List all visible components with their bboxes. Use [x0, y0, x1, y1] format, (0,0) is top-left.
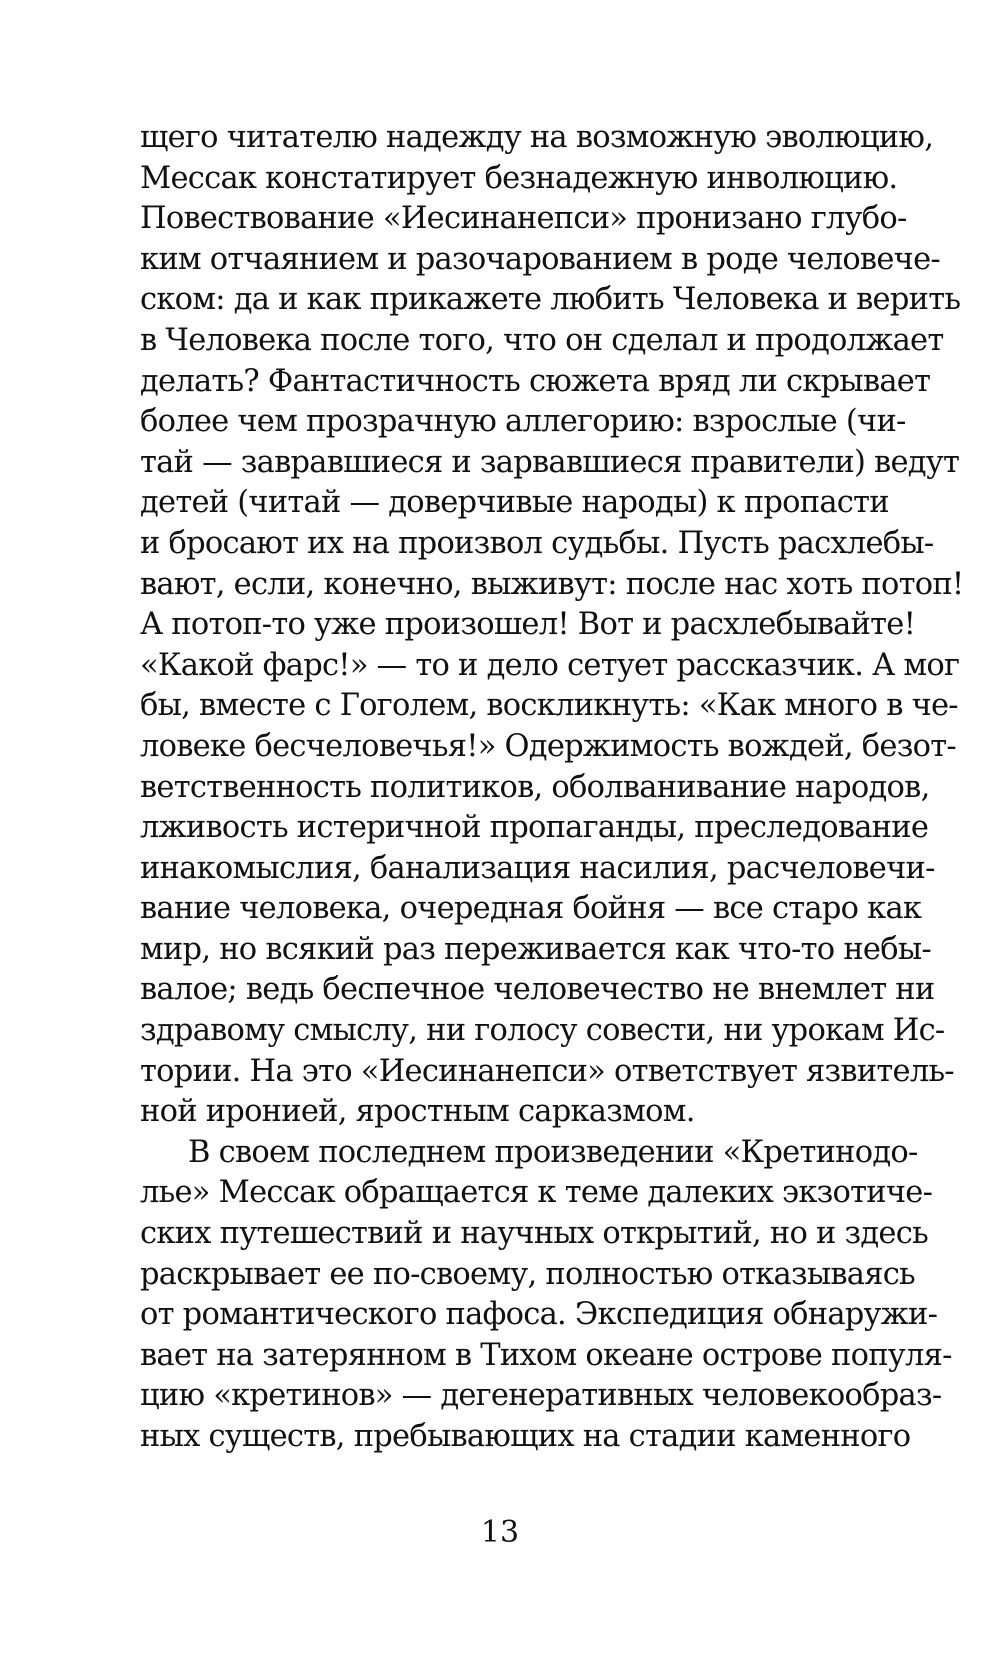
text-line: Мессак констатирует безнадежную инволюцию.	[140, 160, 898, 196]
text-line: лживость истеричной пропаганды, преследование	[140, 810, 929, 846]
text-line: «Какой фарс!» — то и дело сетует рассказчик. А мог	[140, 647, 960, 683]
text-line: лье» Мессак обращается к теме далеких экзотиче-	[140, 1175, 933, 1211]
paragraph-start-line: В своем последнем произведении «Кретинодо-	[188, 1134, 918, 1170]
text-line: раскрывает ее по-своему, полностью отказываясь	[140, 1256, 915, 1292]
page-number: 13	[480, 1515, 520, 1550]
text-line: ных существ, пребывающих на стадии каменного	[140, 1419, 911, 1454]
text-line: детей (читай — доверчивые народы) к пропасти	[140, 485, 889, 521]
text-line: вают, если, конечно, выживут: после нас хоть потоп!	[140, 566, 964, 602]
paragraph-end-line: ной иронией, яростным сарказмом.	[140, 1094, 695, 1130]
text-line: Повествование «Иесинанепси» пронизано глубо-	[140, 201, 907, 237]
text-line: делать? Фантастичность сюжета вряд ли скрывает	[140, 363, 931, 399]
text-line: ким отчаянием и разочарованием в роде человече-	[140, 241, 940, 277]
text-line: цию «кретинов» — дегенеративных человекообраз-	[140, 1378, 942, 1414]
text-line: А потоп-то уже произошел! Вот и расхлебывайте!	[140, 607, 916, 643]
text-line: вание человека, очередная бойня — все старо как	[140, 891, 922, 927]
text-line: ловеке бесчеловечья!» Одержимость вождей, безот-	[140, 728, 956, 764]
text-line: ском: да и как прикажете любить Человека и верить	[140, 282, 961, 318]
text-line: инакомыслия, банализация насилия, расчеловечи-	[140, 850, 935, 886]
body-text	[140, 118, 964, 1458]
text-line: бы, вместе с Гоголем, воскликнуть: «Как много в че-	[140, 688, 958, 724]
text-line: вает на затерянном в Тихом океане острове популя-	[140, 1337, 952, 1373]
text-line: валое; ведь беспечное человечество не внемлет ни	[140, 972, 935, 1008]
text-line: ских путешествий и научных открытий, но и здесь	[140, 1216, 928, 1252]
text-line: и бросают их на произвол судьбы. Пусть расхлебы-	[140, 525, 934, 561]
text-line: мир, но всякий раз переживается как что-то небы-	[140, 931, 931, 967]
text-line: ветственность политиков, оболванивание народов,	[140, 769, 930, 805]
text-line: в Человека после того, что он сделал и продолжает	[140, 322, 944, 358]
text-line: от романтического пафоса. Экспедиция обнаружи-	[140, 1297, 938, 1333]
text-line: более чем прозрачную аллегорию: взрослые (чи-	[140, 404, 906, 440]
text-line: здравому смыслу, ни голосу совести, ни урокам Ис-	[140, 1013, 945, 1049]
text-line: щего читателю надежду на возможную эволюцию,	[140, 120, 934, 155]
text-line: тай — завравшиеся и зарвавшиеся правители) ведут	[140, 444, 960, 480]
text-line: тории. На это «Иесинанепси» ответствует язвитель-	[140, 1053, 954, 1089]
